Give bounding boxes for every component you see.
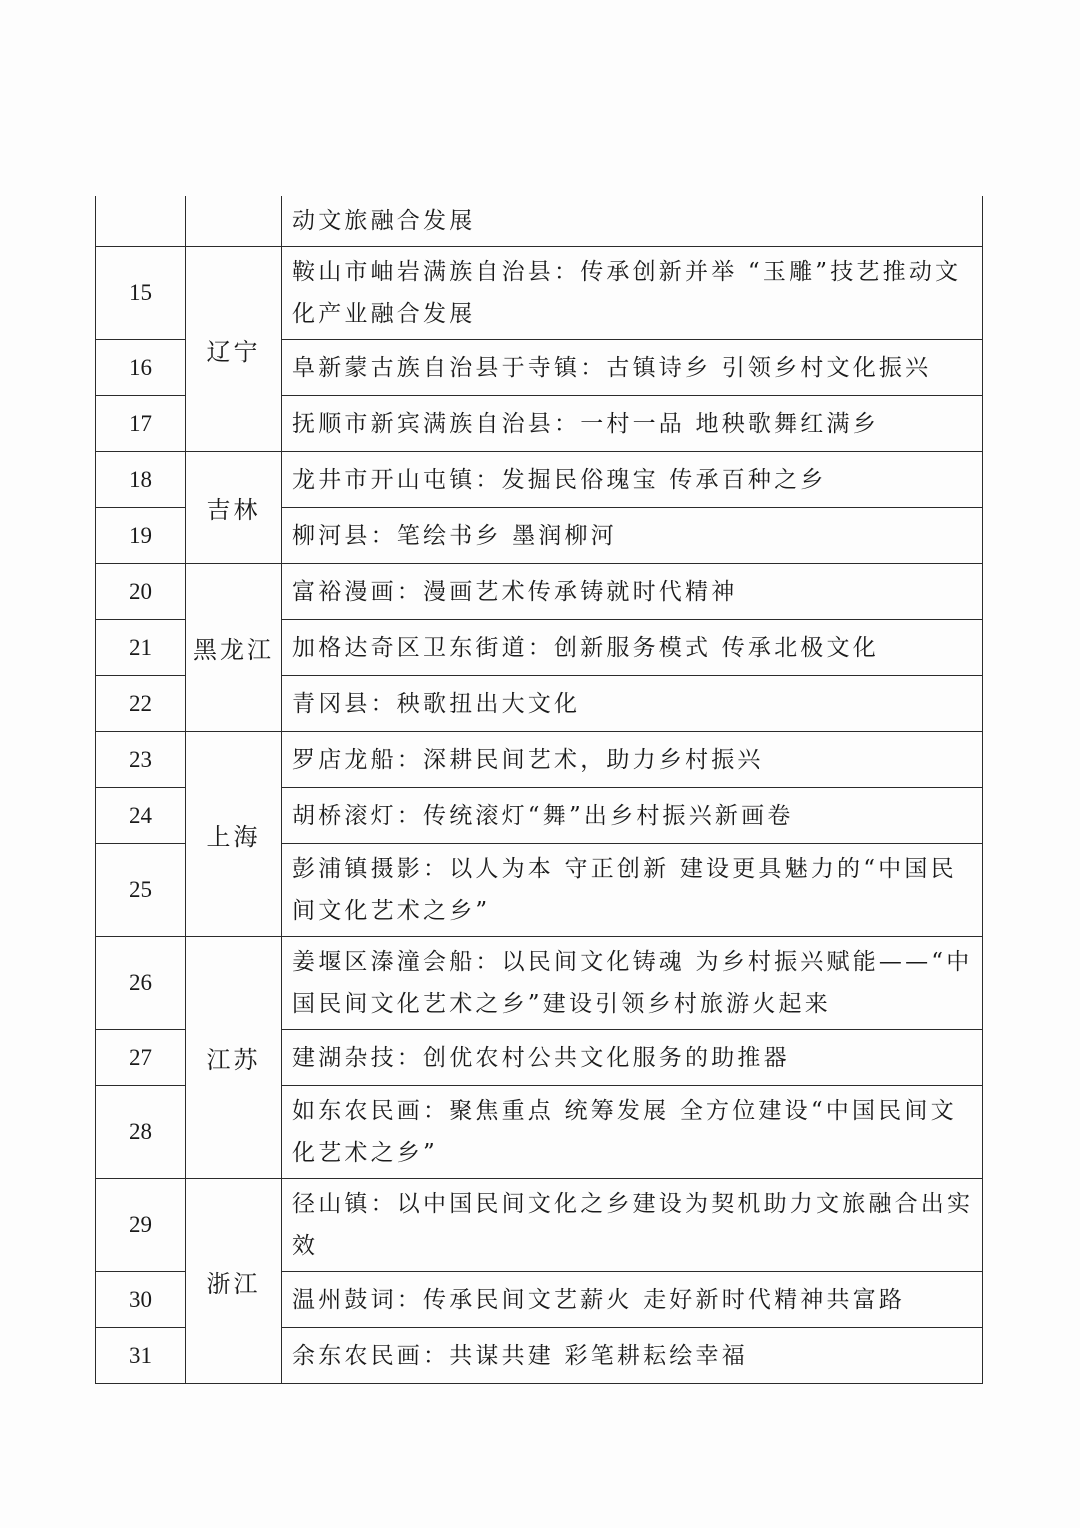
number-cell: 25: [96, 844, 186, 937]
province-cell: 辽宁: [186, 247, 282, 452]
number-cell: 26: [96, 937, 186, 1030]
number-cell: 24: [96, 788, 186, 844]
title-cell: 罗店龙船：深耕民间艺术，助力乡村振兴: [282, 732, 983, 788]
title-cell: 青冈县：秧歌扭出大文化: [282, 676, 983, 732]
title-cell: 姜堰区溱潼会船：以民间文化铸魂 为乡村振兴赋能——“中国民间文化艺术之乡”建设引领乡村旅游火起来: [282, 937, 983, 1030]
number-cell: 29: [96, 1179, 186, 1272]
title-cell: 余东农民画：共谋共建 彩笔耕耘绘幸福: [282, 1328, 983, 1384]
table-row: [96, 196, 983, 247]
table-row: [96, 937, 983, 1030]
table-row: [96, 452, 983, 508]
number-cell: 16: [96, 340, 186, 396]
province-items-table: [95, 196, 983, 1384]
number-cell: [96, 196, 186, 247]
province-cell: 黑龙江: [186, 564, 282, 732]
number-cell: 22: [96, 676, 186, 732]
title-cell: 阜新蒙古族自治县于寺镇：古镇诗乡 引领乡村文化振兴: [282, 340, 983, 396]
title-cell: 鞍山市岫岩满族自治县：传承创新并举 “玉雕”技艺推动文化产业融合发展: [282, 247, 983, 340]
title-cell: 径山镇：以中国民间文化之乡建设为契机助力文旅融合出实效: [282, 1179, 983, 1272]
number-cell: 15: [96, 247, 186, 340]
title-cell: 建湖杂技：创优农村公共文化服务的助推器: [282, 1030, 983, 1086]
number-cell: 17: [96, 396, 186, 452]
title-cell: 动文旅融合发展: [282, 196, 983, 247]
table-row: [96, 247, 983, 340]
table-row: [96, 732, 983, 788]
province-cell: 江苏: [186, 937, 282, 1179]
province-cell: 吉林: [186, 452, 282, 564]
table-row: [96, 1179, 983, 1272]
number-cell: 20: [96, 564, 186, 620]
title-cell: 柳河县：笔绘书乡 墨润柳河: [282, 508, 983, 564]
title-cell: 如东农民画：聚焦重点 统筹发展 全方位建设“中国民间文化艺术之乡”: [282, 1086, 983, 1179]
province-cell: 上海: [186, 732, 282, 937]
title-cell: 抚顺市新宾满族自治县：一村一品 地秧歌舞红满乡: [282, 396, 983, 452]
province-cell: 浙江: [186, 1179, 282, 1384]
province-cell: [186, 196, 282, 247]
number-cell: 21: [96, 620, 186, 676]
title-cell: 富裕漫画：漫画艺术传承铸就时代精神: [282, 564, 983, 620]
number-cell: 31: [96, 1328, 186, 1384]
number-cell: 28: [96, 1086, 186, 1179]
title-cell: 加格达奇区卫东街道：创新服务模式 传承北极文化: [282, 620, 983, 676]
title-cell: 温州鼓词：传承民间文艺薪火 走好新时代精神共富路: [282, 1272, 983, 1328]
number-cell: 18: [96, 452, 186, 508]
number-cell: 27: [96, 1030, 186, 1086]
number-cell: 23: [96, 732, 186, 788]
number-cell: 19: [96, 508, 186, 564]
title-cell: 胡桥滚灯：传统滚灯“舞”出乡村振兴新画卷: [282, 788, 983, 844]
table-row: [96, 564, 983, 620]
title-cell: 彭浦镇摄影：以人为本 守正创新 建设更具魅力的“中国民间文化艺术之乡”: [282, 844, 983, 937]
number-cell: 30: [96, 1272, 186, 1328]
title-cell: 龙井市开山屯镇：发掘民俗瑰宝 传承百种之乡: [282, 452, 983, 508]
